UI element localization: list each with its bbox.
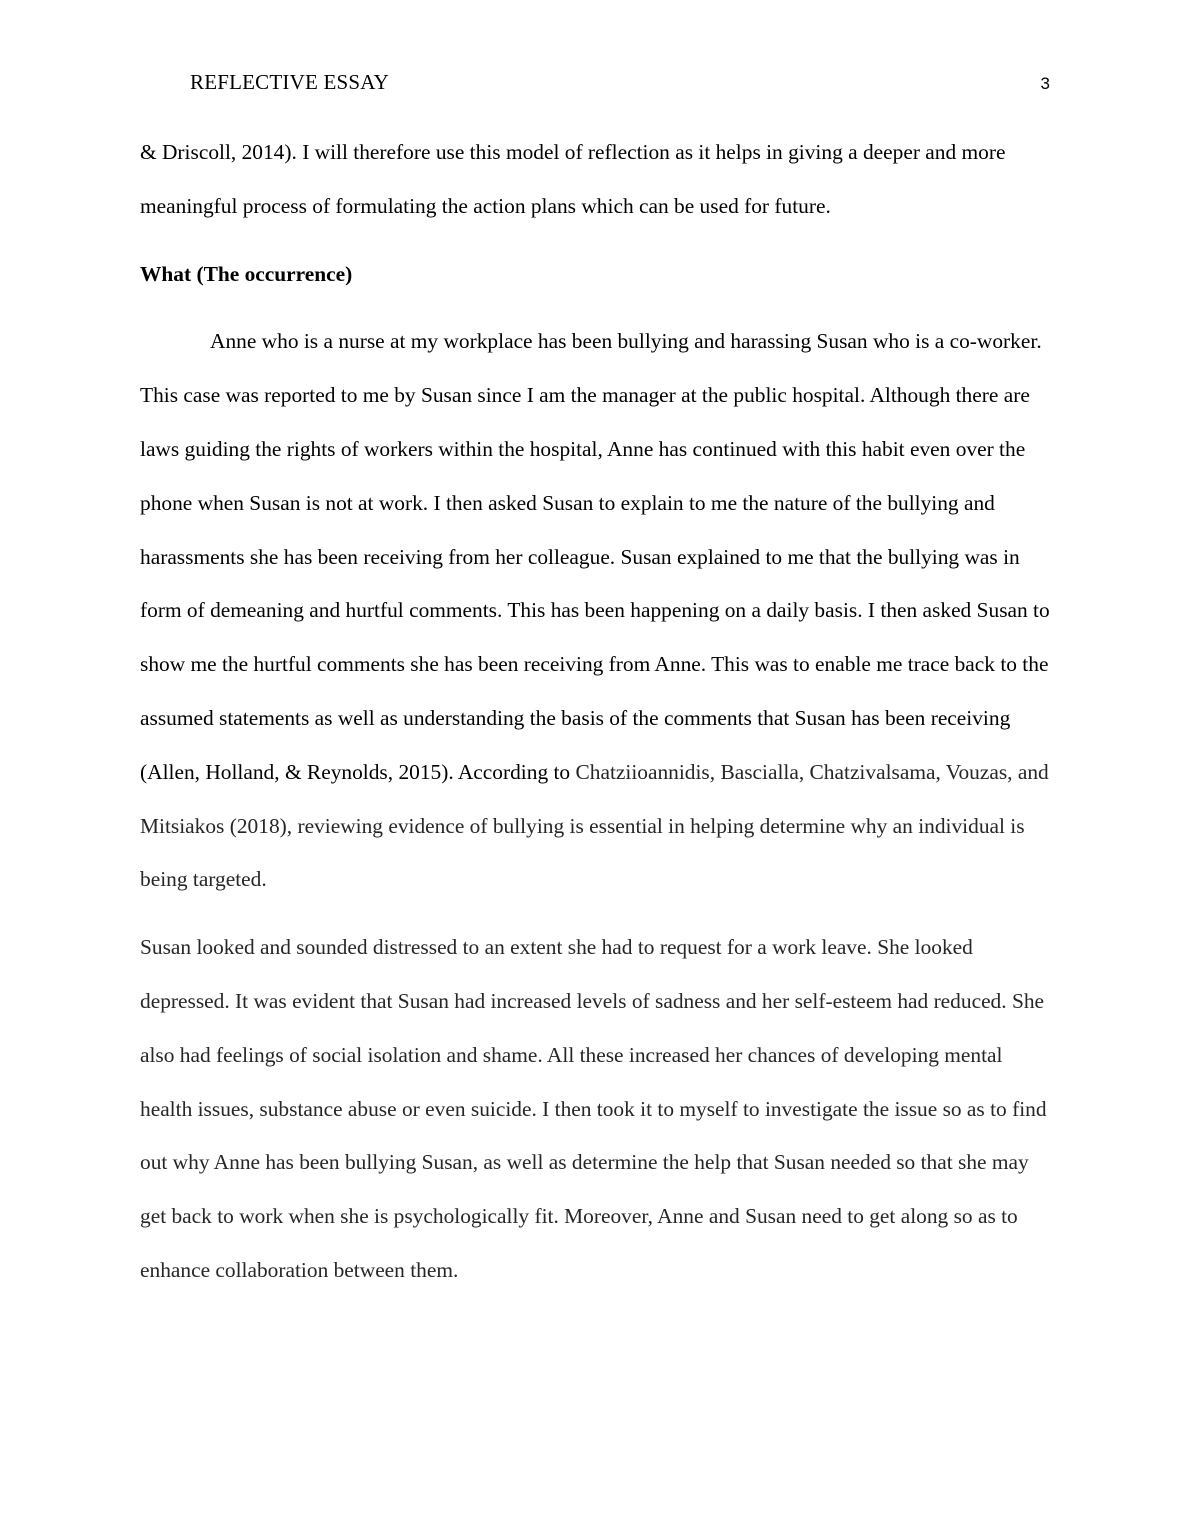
paragraph-occurrence-main: Anne who is a nurse at my workplace has been bullying and harassing Susan who is a co-worker. This case was reported to me by Susan since I am the manager at the public hospital. Although there are laws guiding the rights of workers within the hospital, Anne has continued with this habit even over the phone when Susan is not at work. I then asked Susan to explain to me the nature of the bullying and harassments she has been receiving from her colleague. Susan explained to me that the bullying was in form of demeaning and hurtful comments. This has been happening on a daily basis. I then asked Susan to show me the hurtful comments she has been receiving from Anne. This was to enable me trace back to the assumed statements as well as understanding the basis of the comments that Susan has been receiving (Allen, Holland, & Reynolds, 2015). According to	[140, 329, 1050, 784]
paragraph-occurrence-citation: Chatziioannidis, Bascialla, Chatzivalsama, Vouzas, and Mitsiakos (2018), reviewing evidence of bullying is essential in helping determine why an individual is being targeted.	[140, 759, 1049, 892]
paragraph-susan-distress: Susan looked and sounded distressed to an extent she had to request for a work leave. She looked depressed. It was evident that Susan had increased levels of sadness and her self-esteem had reduced. She also had feelings of social isolation and shame. All these increased her chances of developing mental health issues, substance abuse or even suicide. I then took it to myself to investigate the issue so as to find out why Anne has been bullying Susan, as well as determine the help that Susan needed so that she may get back to work when she is psychologically fit. Moreover, Anne and Susan need to get along so as to enhance collaboration between them.	[140, 935, 1047, 1282]
page-number: 3	[1040, 74, 1050, 93]
running-head: REFLECTIVE ESSAY	[190, 70, 390, 94]
paragraph-intro-continuation: & Driscoll, 2014). I will therefore use this model of reflection as it helps in giving a deeper and more meaningful process of formulating the action plans which can be used for future.	[140, 140, 1006, 218]
paragraph-occurrence	[140, 315, 1052, 907]
section-heading-what: What (The occurrence)	[140, 261, 353, 286]
document-body	[140, 126, 1052, 1298]
